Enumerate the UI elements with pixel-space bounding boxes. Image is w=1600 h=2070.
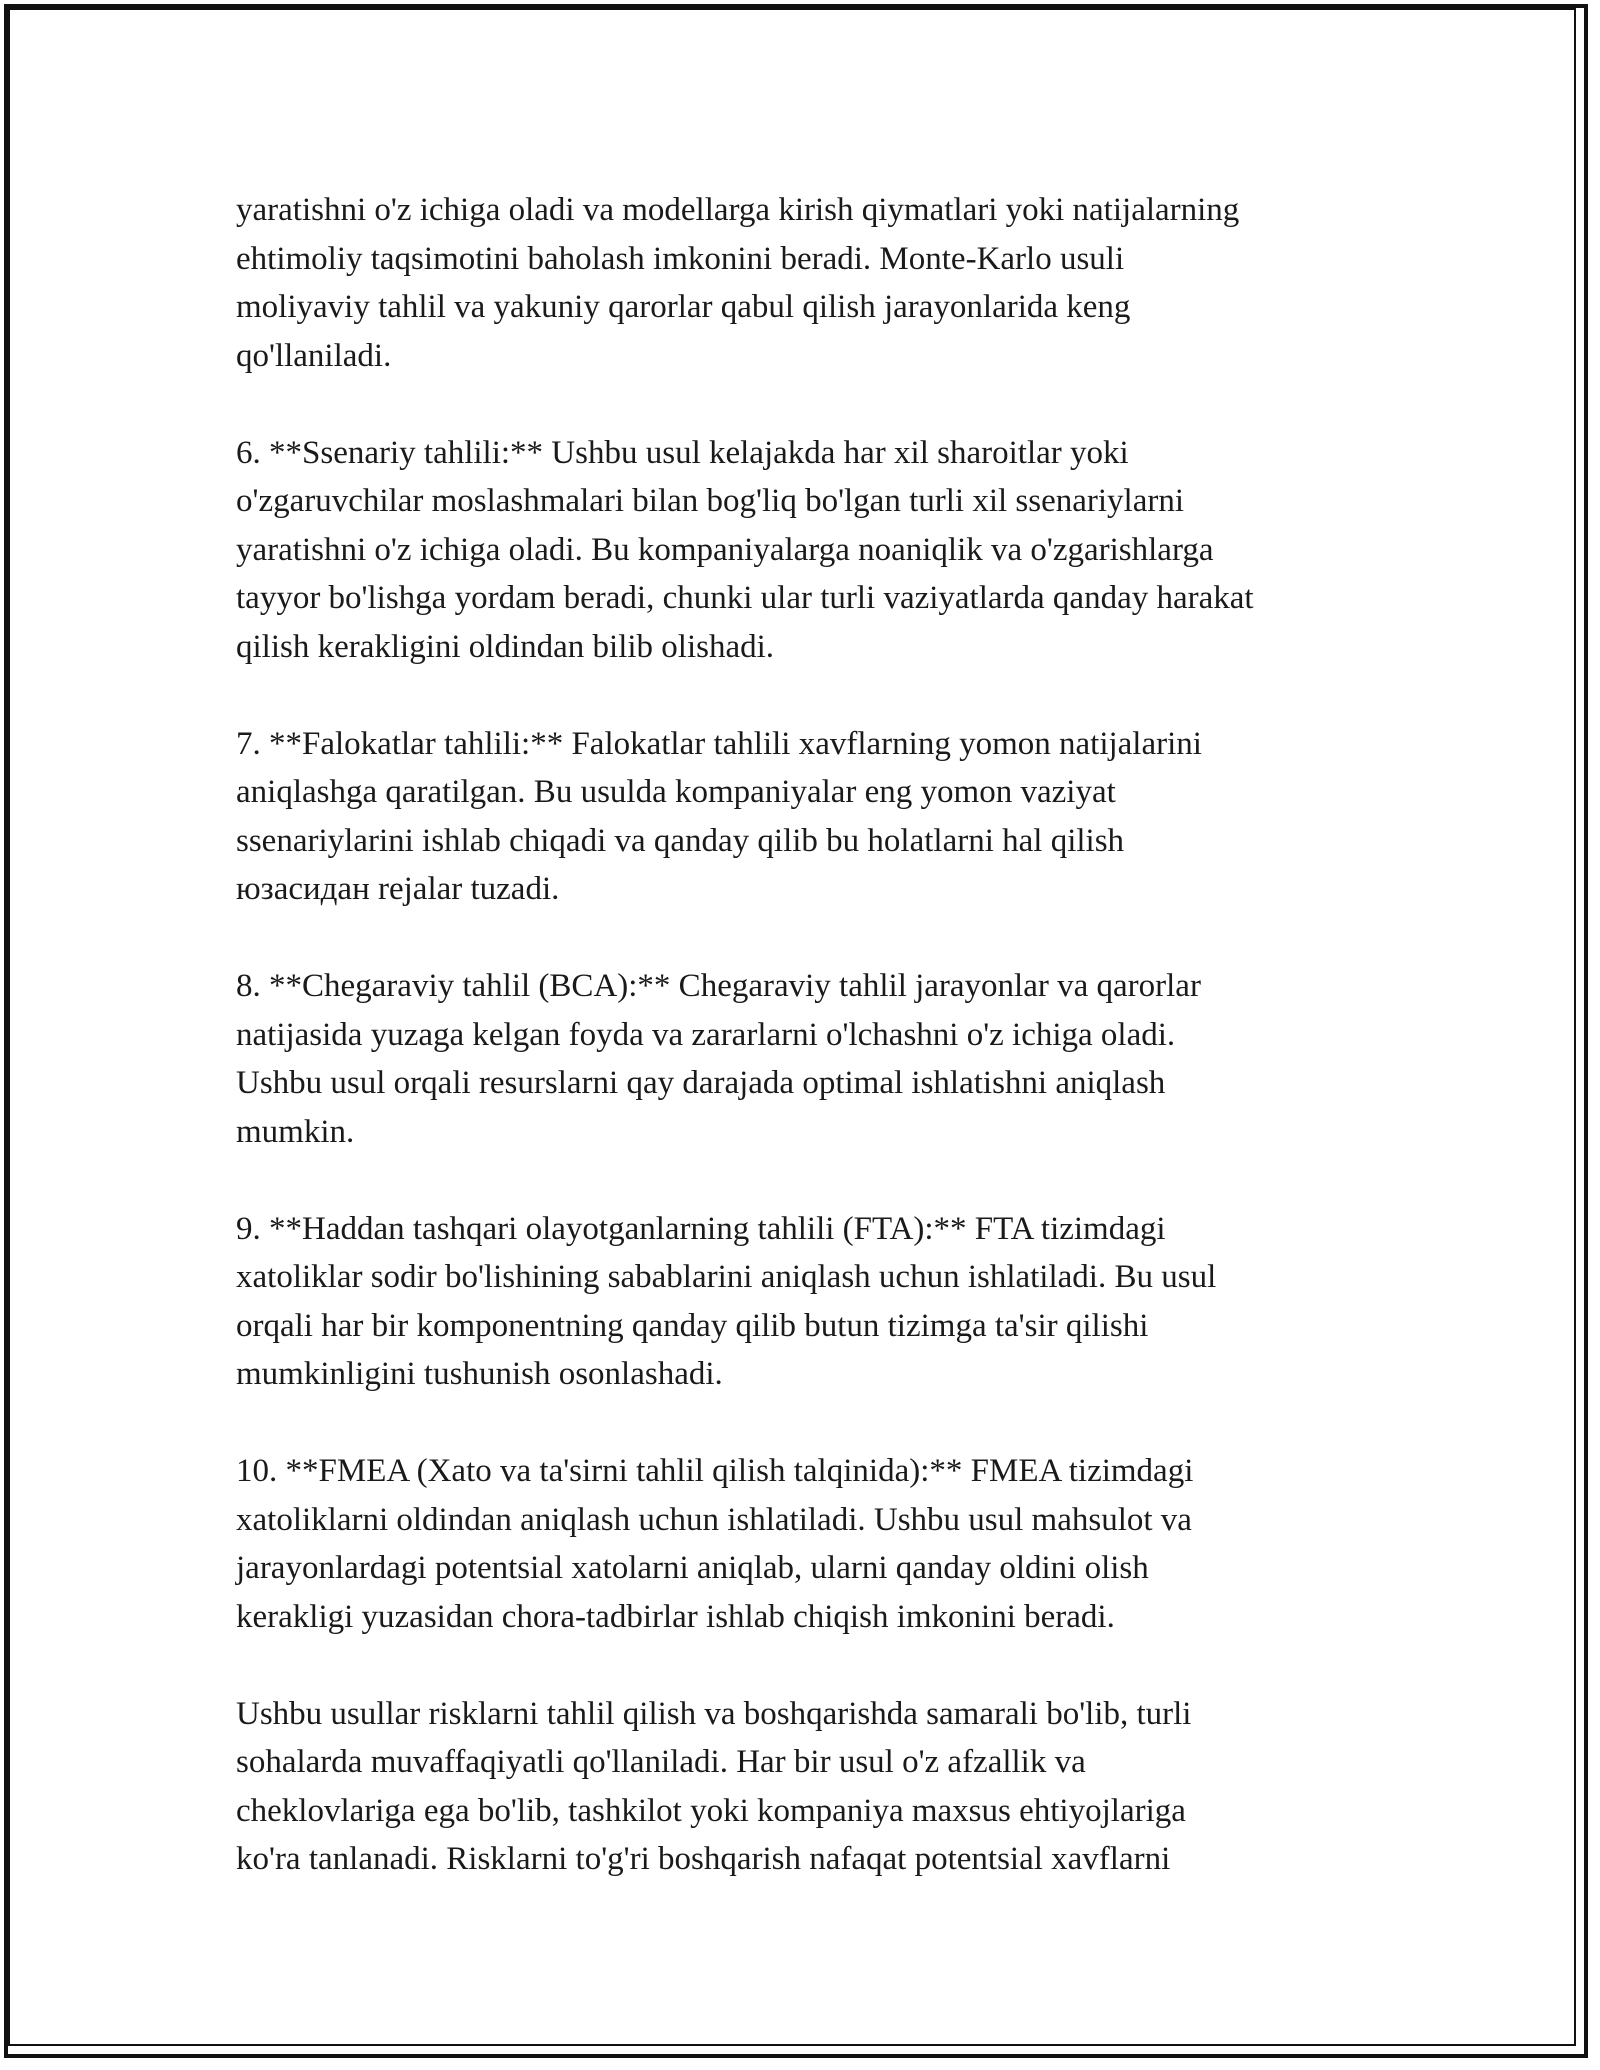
- paragraph-boundary-analysis: 8. **Chegaraviy tahlil (BCA):** Chegaraviy tahlil jarayonlar va qarorlar natijasida yuzaga kelgan foyda va zararlarni o'lchashni o'z ichiga oladi. Ushbu usul orqali resurslarni qay darajada optimal ishlatishni aniqlash mumkin.: [236, 968, 1201, 1150]
- paragraph-conclusion: Ushbu usullar risklarni tahlil qilish va boshqarishda samarali bo'lib, turli sohalarda muvaffaqiyatli qo'llaniladi. Har bir usul o'z afzallik va cheklovlariga ega bo'lib, tashkilot yoki kompaniya maxsus ehtiyojlariga ko'ra tanlanadi. Risklarni to'g'ri boshqarish nafaqat potentsial xavflarni: [236, 1695, 1192, 1877]
- paragraph-monte-carlo-continuation: yaratishni o'z ichiga oladi va modellarga kirish qiymatlari yoki natijalarning ehtimoliy taqsimotini baholash imkonini beradi. Monte-Karlo usuli moliyaviy tahlil va yakuniy qarorlar qabul qilish jarayonlarida keng qo'llaniladi.: [236, 192, 1240, 374]
- paragraph-disaster-analysis: 7. **Falokatlar tahlili:** Falokatlar tahlili xavflarning yomon natijalarini aniqlashga qaratilgan. Bu usulda kompaniyalar eng yomon vaziyat ssenariylarini ishlab chiqadi va qanday qilib bu holatlarni hal qilish юзасидан rejalar tuzadi.: [236, 725, 1202, 907]
- paragraph-scenario-analysis: 6. **Ssenariy tahlili:** Ushbu usul kelajakda har xil sharoitlar yoki o'zgaruvchilar moslashmalari bilan bog'liq bo'lgan turli xil ssenariylarni yaratishni o'z ichiga oladi. Bu kompaniyalarga noaniqlik va o'zgarishlarga tayyor bo'lishga yordam beradi, chunki ular turli vaziyatlarda qanday harakat qilish kerakligini oldindan bilib olishadi.: [236, 434, 1254, 665]
- paragraph-fmea: 10. **FMEA (Xato va ta'sirni tahlil qilish talqinida):** FMEA tizimdagi xatoliklarni oldindan aniqlash uchun ishlatiladi. Ushbu usul mahsulot va jarayonlardagi potentsial xatolarni aniqlab, ularni qanday oldini olish kerakligi yuzasidan chora-tadbirlar ishlab chiqish imkonini beradi.: [236, 1453, 1194, 1635]
- paragraph-fta: 9. **Haddan tashqari olayotganlarning tahlili (FTA):** FTA tizimdagi xatoliklar sodir bo'lishining sabablarini aniqlash uchun ishlatiladi. Bu usul orqali har bir komponentning qanday qilib butun tizimga ta'sir qilishi mumkinligini tushunish osonlashadi.: [236, 1210, 1217, 1392]
- document-body: [236, 186, 1386, 1884]
